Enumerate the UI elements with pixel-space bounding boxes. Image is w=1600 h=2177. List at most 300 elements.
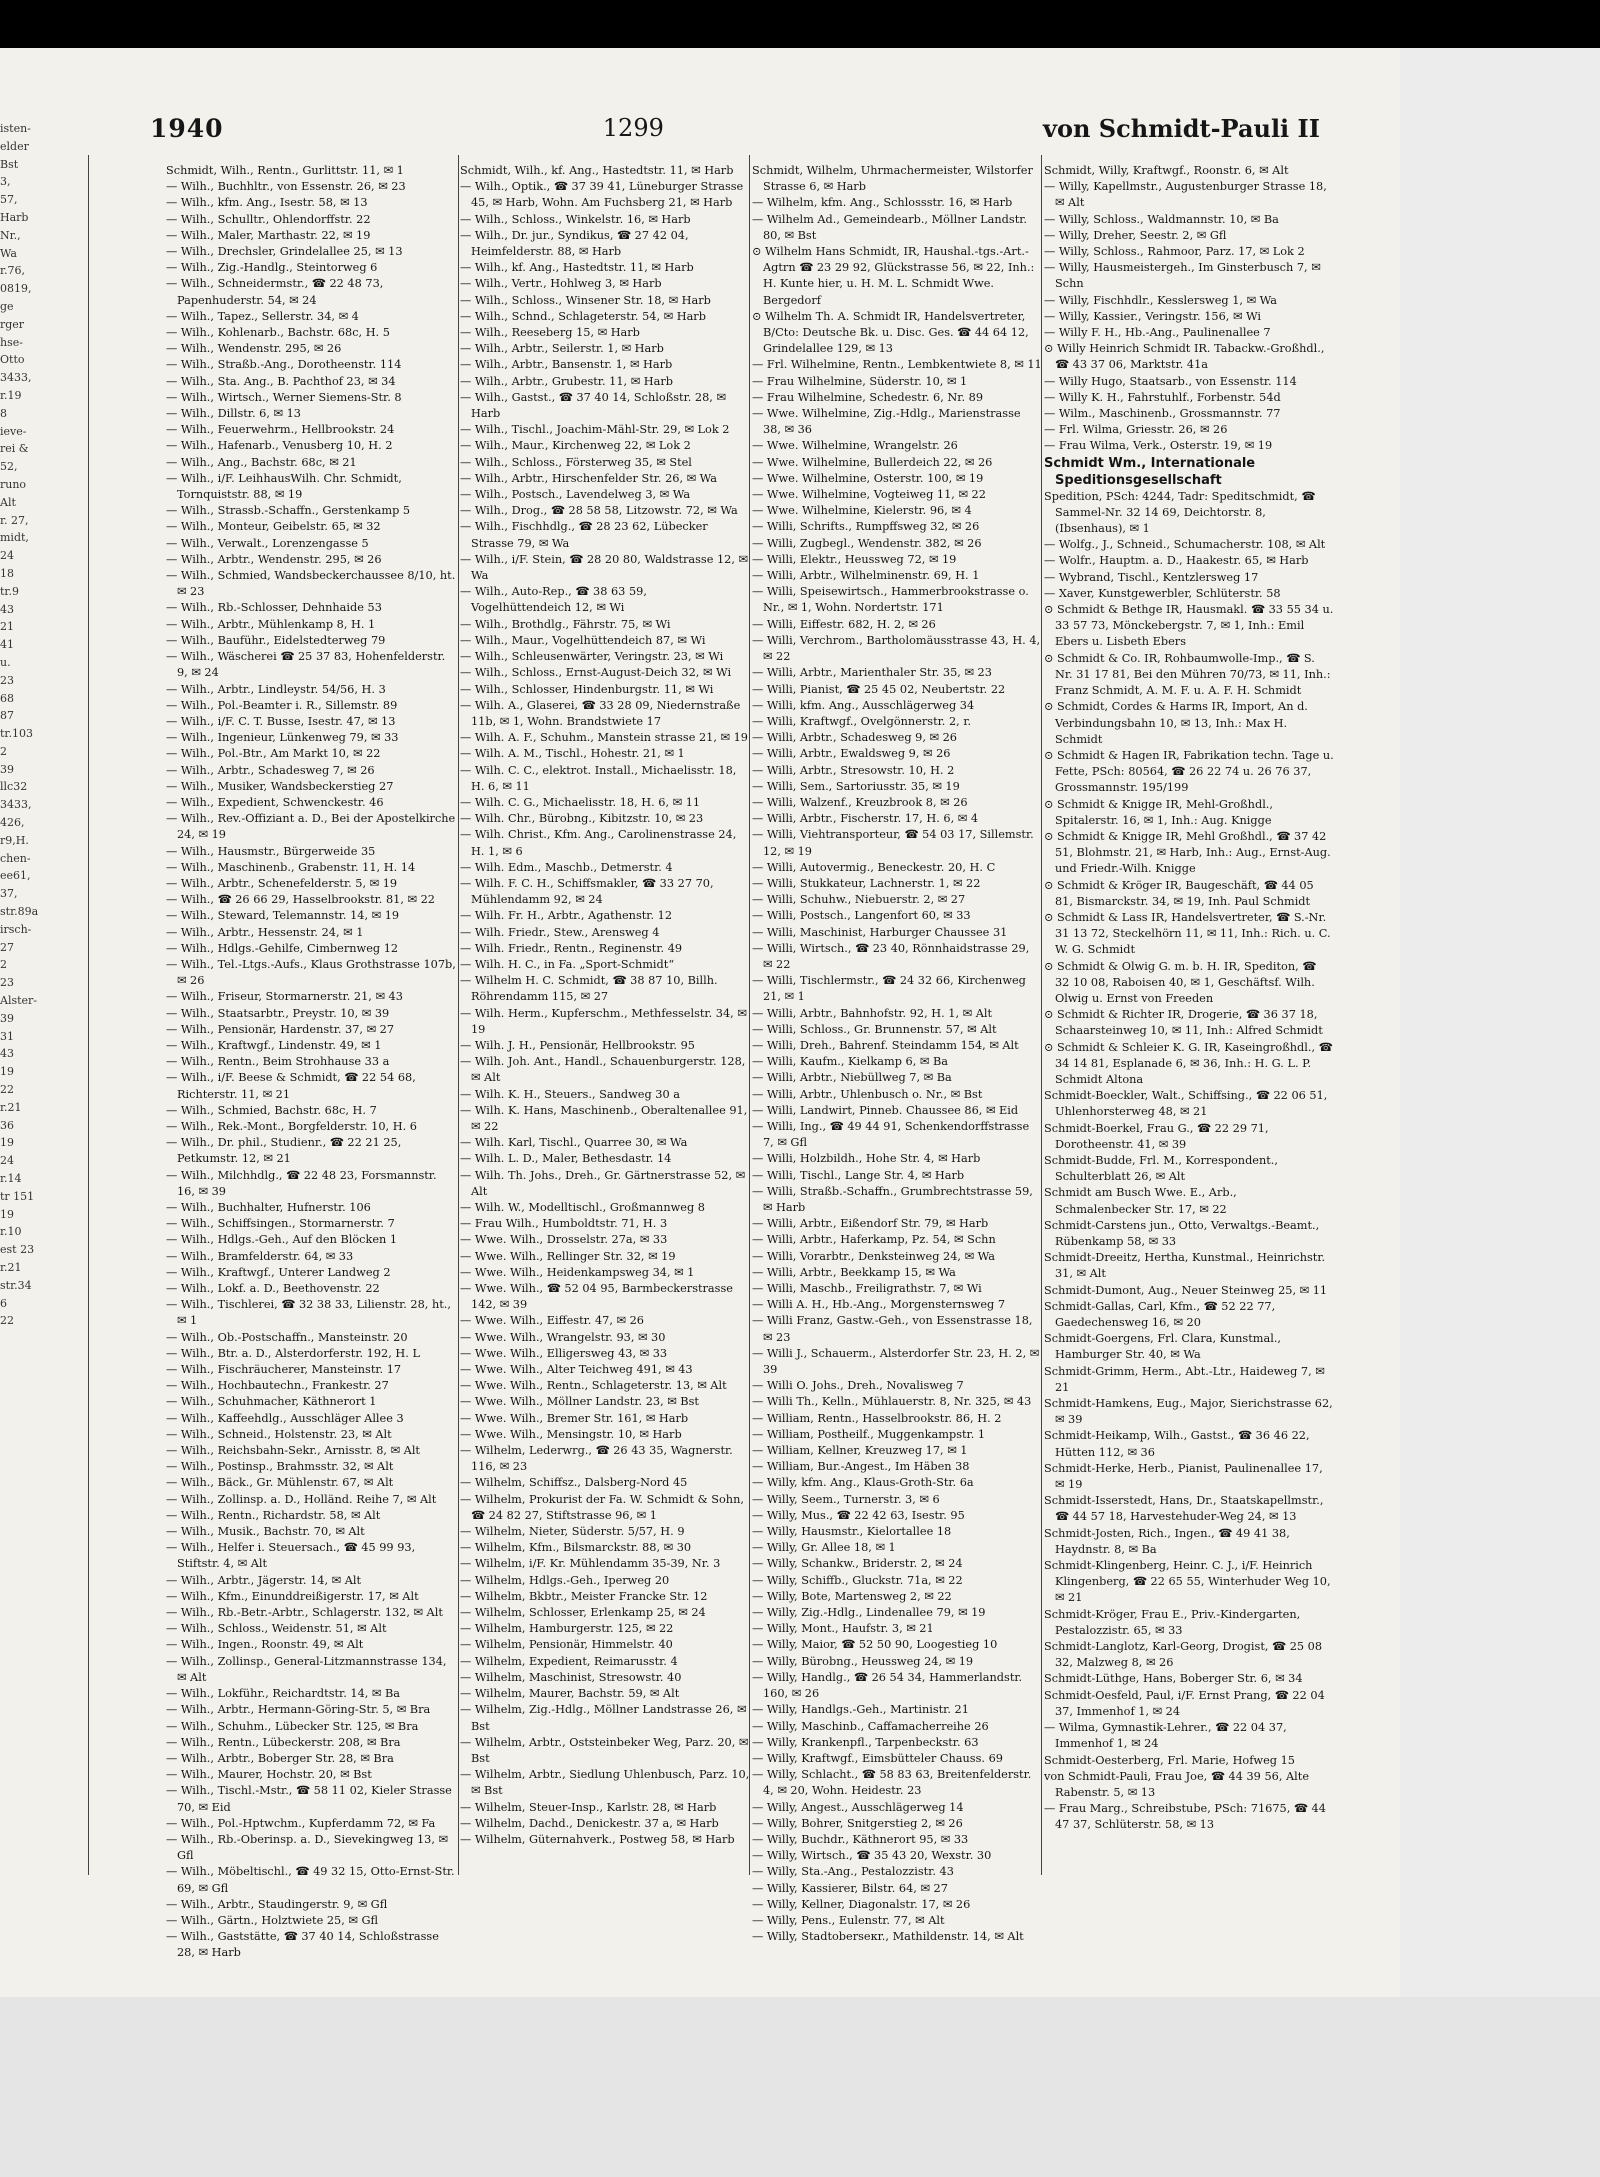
directory-entry: — Willi, Arbtr., Bahnhofstr. 92, H. 1, ✉ Alt — [752, 1006, 993, 1020]
directory-entry: — Wilh., Gastst., ☎ 37 40 14, Schloßstr. 28, ✉ Harb — [460, 390, 726, 421]
directory-entry: — Wilh., Reichsbahn-Sekr., Arnisstr. 8, ✉ Alt — [166, 1444, 420, 1458]
directory-entry: — Wilh., Schulltr., Ohlendorffstr. 22 — [166, 212, 371, 226]
directory-entry: ⊙ Wilhelm Hans Schmidt, IR, Haushal.-tgs.-Art.-Agtrn ☎ 23 29 92, Glückstrasse 56, ✉ 22, Inh.: H. Kunte hier, u. H. M. L. Schmidt Wwe. Bergedorf — [752, 245, 1035, 307]
previous-page-fragment: est 23 — [0, 1243, 35, 1257]
directory-entry: — Wilh., kf. Ang., Hastedtstr. 11, ✉ Harb — [460, 261, 694, 275]
page-year: 1940 — [150, 113, 224, 143]
directory-entry: — Wilh., Tel.-Ltgs.-Aufs., Klaus Grothstrasse 107b, ✉ 26 — [166, 957, 456, 988]
column-rule — [88, 155, 89, 1875]
directory-entry: Schmidt, Wilh., Rentn., Gurlittstr. 11, ✉ 1 — [166, 164, 404, 177]
previous-page-fragment: 24 — [0, 1154, 14, 1168]
directory-entry: — Wilhelm, Lederwrg., ☎ 26 43 35, Wagnerstr. 116, ✉ 23 — [460, 1444, 733, 1474]
directory-entry: — Wybrand, Tischl., Kentzlersweg 17 — [1044, 570, 1259, 584]
directory-entry: — Wilh., Musiker, Wandsbeckerstieg 27 — [166, 779, 394, 793]
previous-page-fragment: Nr., — [0, 228, 21, 242]
directory-entry: — Wilh., Bäck., Gr. Mühlenstr. 67, ✉ Alt — [166, 1476, 394, 1490]
directory-entry: — Wilma, Gymnastik-Lehrer., ☎ 22 04 37, Immenhof 1, ✉ 24 — [1044, 1721, 1287, 1751]
directory-entry: — Wilh., Arbtr., Boberger Str. 28, ✉ Bra — [166, 1751, 394, 1765]
previous-page-fragment: r.14 — [0, 1172, 22, 1186]
directory-entry: — Willy, Schiffb., Gluckstr. 71a, ✉ 22 — [752, 1573, 963, 1587]
directory-entry: — Wilh., Ingen., Roonstr. 49, ✉ Alt — [166, 1638, 364, 1652]
directory-entry: — Wilh., Staatsarbtr., Preystr. 10, ✉ 39 — [166, 1006, 390, 1020]
directory-entry: — Wilh., Feuerwehrm., Hellbrookstr. 24 — [166, 423, 395, 437]
directory-entry: — Wilh., Schloss., Weidenstr. 51, ✉ Alt — [166, 1622, 387, 1636]
directory-entry: — Wilh., Möbeltischl., ☎ 49 32 15, Otto-Ernst-Str. 69, ✉ Gfl — [166, 1865, 455, 1895]
directory-entry: — Wilhelm, Schiffsz., Dalsberg-Nord 45 — [460, 1476, 688, 1490]
directory-entry: Schmidt-Boerkel, Frau G., ☎ 22 29 71, Dorotheenstr. 41, ✉ 39 — [1044, 1121, 1269, 1151]
directory-entry: — Wilh., Schneid., Holstenstr. 23, ✉ Alt — [166, 1427, 392, 1441]
directory-entry: — Wilh. Friedr., Rentn., Reginenstr. 49 — [460, 941, 683, 955]
directory-entry: — Wilh., Maur., Vogelhüttendeich 87, ✉ Wi — [460, 633, 706, 647]
previous-page-fragment: Bst — [0, 157, 19, 171]
directory-entry: — Willy, Stadtoberseкr., Mathildenstr. 14, ✉ Alt — [752, 1930, 1024, 1944]
directory-entry: — Wilh., Pol.-Beamter i. R., Sillemstr. 89 — [166, 698, 398, 712]
directory-entry: — Wwe. Wilh., Mensingstr. 10, ✉ Harb — [460, 1427, 682, 1441]
directory-entry: — Willy, Dreher, Seestr. 2, ✉ Gfl — [1044, 228, 1227, 242]
directory-entry: — Wwe. Wilhelmine, Wrangelstr. 26 — [752, 439, 958, 453]
directory-entry: — Willy, Pens., Eulenstr. 77, ✉ Alt — [752, 1913, 945, 1927]
directory-entry: Schmidt-Oesterberg, Frl. Marie, Hofweg 15 — [1044, 1753, 1295, 1767]
directory-entry: ⊙ Schmidt & Schleier K. G. IR, Kaseingroßhdl., ☎ 34 14 81, Esplanade 6, ✉ 36, Inh.: H. G. L. P. Schmidt Altona — [1044, 1040, 1333, 1086]
previous-page-fragment: midt, — [0, 531, 29, 545]
previous-page-fragment: 43 — [0, 602, 14, 616]
directory-entry: — Willi, Maschb., Freiligrathstr. 7, ✉ Wi — [752, 1282, 982, 1296]
directory-entry: — Wilh., Arbtr., Grubestr. 11, ✉ Harb — [460, 374, 673, 388]
directory-entry: Schmidt-Boeckler, Walt., Schiffsing., ☎ 22 06 51, Uhlenhorsterweg 48, ✉ 21 — [1044, 1089, 1328, 1119]
previous-page-fragment: irsch- — [0, 922, 32, 936]
directory-entry: — Wilh., i/F. Beese & Schmidt, ☎ 22 54 68, Richterstr. 11, ✉ 21 — [166, 1071, 416, 1101]
directory-entry: — Wilh., Buchhalter, Hufnerstr. 106 — [166, 1201, 371, 1214]
directory-entry: — William, Bur.-Angest., Im Häben 38 — [752, 1460, 970, 1474]
previous-page-fragment: tr.103 — [0, 727, 33, 741]
directory-entry: — Wilh., Dr. phil., Studienr., ☎ 22 21 25, Petkumstr. 12, ✉ 21 — [166, 1136, 402, 1166]
directory-entry: — Xaver, Kunstgewerbler, Schlüterstr. 58 — [1044, 586, 1281, 600]
previous-page-fragment: 22 — [0, 1314, 14, 1328]
directory-entry: — Willi, Arbtr., Eißendorf Str. 79, ✉ Harb — [752, 1217, 989, 1231]
directory-entry: — Wilh. A., Glaserei, ☎ 33 28 09, Niedernstraße 11b, ✉ 1, Wohn. Brandstwiete 17 — [460, 698, 741, 728]
previous-page-fragment: 18 — [0, 566, 14, 580]
directory-entry: — Wilhelm, Hamburgerstr. 125, ✉ 22 — [460, 1622, 674, 1636]
directory-entry: — Wilh., Arbtr., Staudingerstr. 9, ✉ Gfl — [166, 1897, 388, 1911]
directory-entry: — Willi, Pianist, ☎ 25 45 02, Neubertstr. 22 — [752, 682, 1006, 696]
previous-page-fragment: Otto — [0, 353, 25, 367]
directory-entry: — Wilh. A. M., Tischl., Hohestr. 21, ✉ 1 — [460, 747, 685, 761]
directory-entry: — Wilh., Kaffeehdlg., Ausschläger Allee 3 — [166, 1411, 404, 1425]
directory-entry: — Wilh., Arbtr., Bansenstr. 1, ✉ Harb — [460, 358, 673, 372]
directory-entry: — Willi, Vorarbtr., Denksteinweg 24, ✉ Wa — [752, 1249, 996, 1263]
directory-entry: — Wilh., Buchhltr., von Essenstr. 26, ✉ 23 — [166, 180, 406, 194]
directory-entry: Schmidt-Josten, Rich., Ingen., ☎ 49 41 38, Haydnstr. 8, ✉ Ba — [1044, 1526, 1290, 1556]
previous-page-fragment: elder — [0, 139, 29, 153]
previous-page-fragment: tr.9 — [0, 584, 19, 598]
previous-page-fragment: ee61, — [0, 869, 31, 883]
directory-entry: — Wilhelm, Expedient, Reimarusstr. 4 — [460, 1654, 678, 1668]
previous-page-fragment: 23 — [0, 673, 14, 687]
directory-entry: — William, Kellner, Kreuzweg 17, ✉ 1 — [752, 1444, 968, 1458]
directory-entry: — Willy, Buchdr., Käthnerort 95, ✉ 33 — [752, 1832, 969, 1846]
directory-entry: — Wilh. L. D., Maler, Bethesdastr. 14 — [460, 1152, 672, 1166]
directory-entry: — Wilh. Th. Johs., Dreh., Gr. Gärtnerstrasse 52, ✉ Alt — [460, 1168, 746, 1198]
directory-entry: — Willy, Mont., Haufstr. 3, ✉ 21 — [752, 1622, 934, 1636]
directory-entry: — Wilh., Schuhmacher, Käthnerort 1 — [166, 1395, 377, 1409]
previous-page-fragment: llc32 — [0, 780, 28, 794]
directory-entry: — Wilhelm, Prokurist der Fa. W. Schmidt & Sohn, ☎ 24 82 27, Stiftstrasse 96, ✉ 1 — [460, 1492, 744, 1522]
scan-top-border — [0, 0, 1600, 48]
directory-entry: — Wilh., Schlosser, Hindenburgstr. 11, ✉ Wi — [460, 682, 714, 696]
previous-page-fragment: 21 — [0, 620, 14, 634]
directory-entry: — William, Rentn., Hasselbrookstr. 86, H. 2 — [752, 1411, 1002, 1425]
directory-entry: — Wwe. Wilh., Drosselstr. 27a, ✉ 33 — [460, 1233, 668, 1247]
directory-entry: — Willi, Kaufm., Kielkamp 6, ✉ Ba — [752, 1055, 948, 1069]
directory-entry: — Wilhelm, i/F. Kr. Mühlendamm 35-39, Nr. 3 — [460, 1557, 721, 1571]
directory-entry: — Wilh. Fr. H., Arbtr., Agathenstr. 12 — [460, 909, 673, 923]
directory-entry: Schmidt, Willy, Kraftwgf., Roonstr. 6, ✉ Alt — [1044, 164, 1289, 177]
directory-entry: — Willi, Kraftwgf., Ovelgönnerstr. 2, r. — [752, 714, 972, 728]
directory-entry: — Wilh., Hochbautechn., Frankestr. 27 — [166, 1379, 389, 1393]
directory-entry: — Wilh., Schloss., Winkelstr. 16, ✉ Harb — [460, 212, 691, 226]
directory-entry: — Wilh. W., Modelltischl., Großmannweg 8 — [460, 1201, 705, 1214]
previous-page-fragment: rger — [0, 317, 25, 331]
directory-entry: — Wilh., Zig.-Handlg., Steintorweg 6 — [166, 261, 378, 275]
directory-entry: — Willi O. Johs., Dreh., Novalisweg 7 — [752, 1379, 964, 1393]
previous-page-fragment: 57, — [0, 193, 18, 207]
directory-entry: — Wilh., Schneidermstr., ☎ 22 48 73, Papenhuderstr. 54, ✉ 24 — [166, 277, 384, 307]
directory-entry: — Willi, Arbtr., Uhlenbusch o. Nr., ✉ Bst — [752, 1087, 983, 1101]
directory-entry: — Willy, Schankw., Briderstr. 2, ✉ 24 — [752, 1557, 963, 1571]
previous-page-fragment: Alster- — [0, 994, 38, 1008]
directory-entry: — Frau Wilh., Humboldtstr. 71, H. 3 — [460, 1217, 668, 1231]
previous-page-fragment: 68 — [0, 691, 14, 705]
directory-entry: — Willi, Wirtsch., ☎ 23 40, Rönnhaidstrasse 29, ✉ 22 — [752, 941, 1030, 971]
directory-entry: — Wilhelm Ad., Gemeindearb., Möllner Landstr. 80, ✉ Bst — [752, 212, 1027, 242]
directory-entry: — Wilh., Arbtr., Seilerstr. 1, ✉ Harb — [460, 342, 664, 356]
directory-entry: — Wilh., Arbtr., Hermann-Göring-Str. 5, ✉ Bra — [166, 1703, 431, 1717]
directory-entry: — Willy, Bote, Martensweg 2, ✉ 22 — [752, 1589, 952, 1603]
directory-entry: — Willi, Arbtr., Ewaldsweg 9, ✉ 26 — [752, 747, 951, 761]
directory-entry: — Wilh. H. C., in Fa. „Sport-Schmidt“ — [460, 957, 675, 971]
directory-entry: — Willi, Autovermig., Beneckestr. 20, H. C — [752, 860, 996, 874]
directory-entry: — Wilh., Friseur, Stormarnerstr. 21, ✉ 43 — [166, 990, 403, 1004]
directory-entry: — Wilh., Kfm., Einunddreißigerstr. 17, ✉ Alt — [166, 1589, 419, 1603]
directory-column-2 — [460, 163, 750, 1873]
directory-entry: — Wilh., Rentn., Lübeckerstr. 208, ✉ Bra — [166, 1735, 401, 1749]
directory-entry: — Frau Wilhelmine, Süderstr. 10, ✉ 1 — [752, 374, 968, 388]
directory-entry: — Wilh., Zollinsp. a. D., Holländ. Reihe 7, ✉ Alt — [166, 1492, 437, 1506]
directory-entry: ⊙ Schmidt & Bethge IR, Hausmakl. ☎ 33 55 34 u. 33 57 73, Mönckebergstr. 7, ✉ 1, Inh.: Emil Ebers u. Lisbeth Ebers — [1044, 603, 1334, 649]
directory-entry: — Wilh., Schloss., Winsener Str. 18, ✉ Harb — [460, 293, 711, 307]
directory-entry: — Wilh., Ob.-Postschaffn., Mansteinstr. 20 — [166, 1330, 408, 1344]
directory-entry: — William, Postheilf., Muggenkampstr. 1 — [752, 1427, 986, 1441]
directory-entry: — Willi, Verchrom., Bartholomäusstrasse 43, H. 4, ✉ 22 — [752, 633, 1041, 664]
directory-entry: — Wilh., Arbtr., Hirschenfelder Str. 26, ✉ Wa — [460, 471, 718, 485]
directory-entry: — Wilh., Lokführ., Reichardtstr. 14, ✉ Ba — [166, 1687, 401, 1701]
directory-entry: Schmidt-Dreeitz, Hertha, Kunstmal., Heinrichstr. 31, ✉ Alt — [1044, 1251, 1326, 1281]
directory-column-3 — [752, 163, 1042, 1944]
directory-entry: Schmidt-Hamkens, Eug., Major, Sierichstrasse 62, ✉ 39 — [1044, 1397, 1333, 1427]
directory-entry: — Wilh., Reeseberg 15, ✉ Harb — [460, 326, 640, 340]
directory-entry: — Wolfr., Hauptm. a. D., Haakestr. 65, ✉ Harb — [1044, 554, 1309, 568]
directory-entry: — Willi, Tischl., Lange Str. 4, ✉ Harb — [752, 1168, 965, 1182]
directory-entry: — Willy, Wirtsch., ☎ 35 43 20, Wexstr. 30 — [752, 1849, 992, 1863]
directory-entry: — Willi, Arbtr., Schadesweg 9, ✉ 26 — [752, 731, 957, 745]
directory-entry: — Willy, Kraftwgf., Eimsbütteler Chauss. 69 — [752, 1751, 1003, 1765]
directory-entry: — Willy, Bürobng., Heussweg 24, ✉ 19 — [752, 1654, 974, 1668]
directory-column-1 — [166, 163, 456, 1960]
previous-page-fragment: 3, — [0, 175, 11, 189]
previous-page-fragment: chen- — [0, 851, 31, 865]
previous-page-edge — [0, 120, 78, 1900]
directory-entry: — Wwe. Wilhelmine, Bullerdeich 22, ✉ 26 — [752, 455, 993, 469]
directory-entry: — Willy, Maior, ☎ 52 50 90, Loogestieg 10 — [752, 1638, 998, 1652]
directory-entry: — Willy F. H., Hb.-Ang., Paulinenallee 7 — [1044, 326, 1271, 340]
directory-entry: — Willi, Arbtr., Niebüllweg 7, ✉ Ba — [752, 1071, 952, 1085]
directory-entry: ⊙ Schmidt & Kröger IR, Baugeschäft, ☎ 44 05 81, Bismarckstr. 34, ✉ 19, Inh. Paul Schmidt — [1044, 878, 1314, 908]
previous-page-fragment: 23 — [0, 976, 14, 990]
previous-page-fragment: 2 — [0, 744, 7, 758]
previous-page-fragment: r.21 — [0, 1100, 22, 1114]
directory-entry: — Wilh., Schleusenwärter, Veringstr. 23, ✉ Wi — [460, 650, 724, 664]
directory-entry: — Willy, Kapellmstr., Augustenburger Strasse 18, ✉ Alt — [1044, 180, 1327, 210]
directory-entry: — Wilhelm, Hdlgs.-Geh., Iperweg 20 — [460, 1573, 670, 1587]
previous-page-fragment: u. — [0, 655, 11, 669]
directory-entry: — Wilh., Rek.-Mont., Borgfelderstr. 10, H. 6 — [166, 1119, 417, 1133]
directory-entry: — Willy, Schlacht., ☎ 58 83 63, Breitenfelderstr. 4, ✉ 20, Wohn. Heidestr. 23 — [752, 1768, 1032, 1798]
directory-entry: — Willi, Eiffestr. 682, H. 2, ✉ 26 — [752, 617, 936, 631]
directory-entry: — Wilh., Arbtr., Hessenstr. 24, ✉ 1 — [166, 925, 364, 939]
directory-column-4 — [1044, 163, 1334, 1873]
directory-entry: — Wilh., Milchhdlg., ☎ 22 48 23, Forsmannstr. 16, ✉ 39 — [166, 1168, 437, 1198]
directory-entry: — Wilh., Pol.-Hptwchm., Kupferdamm 72, ✉ Fa — [166, 1816, 436, 1830]
previous-page-fragment: 24 — [0, 549, 14, 563]
directory-entry: Schmidt-Heikamp, Wilh., Gastst., ☎ 36 46 22, Hütten 112, ✉ 36 — [1044, 1429, 1310, 1459]
directory-entry: — Wilhelm, Arbtr., Oststeinbeker Weg, Parz. 20, ✉ Bst — [460, 1735, 749, 1765]
directory-entry: — Wilh., Lokf. a. D., Beethovenstr. 22 — [166, 1282, 380, 1296]
directory-entry: Spedition, PSch: 4244, Tadr: Speditschmidt, ☎ Sammel-Nr. 32 14 69, Deichtorstr. 8, (Ibsenhaus), ✉ 1 — [1044, 489, 1316, 536]
previous-page-fragment: 39 — [0, 762, 14, 776]
directory-entry: Schmidt-Goergens, Frl. Clara, Kunstmal., Hamburger Str. 40, ✉ Wa — [1044, 1332, 1282, 1362]
directory-entry: Schmidt-Dumont, Aug., Neuer Steinweg 25, ✉ 11 — [1044, 1283, 1328, 1297]
directory-entry: — Wilh., Postinsp., Brahmsstr. 32, ✉ Alt — [166, 1460, 394, 1474]
directory-entry: ⊙ Schmidt & Knigge IR, Mehl Großhdl., ☎ 37 42 51, Blohmstr. 21, ✉ Harb, Inh.: Aug., Ernst-Aug. und Friedr.-Wilh. Knigge — [1044, 829, 1331, 876]
directory-entry: — Frl. Wilma, Griesstr. 26, ✉ 26 — [1044, 423, 1228, 437]
directory-entry: — Willy, Kassierer, Bilstr. 64, ✉ 27 — [752, 1881, 948, 1895]
directory-entry: — Willy, Gr. Allee 18, ✉ 1 — [752, 1541, 896, 1555]
directory-entry: — Wilh., Bramfelderstr. 64, ✉ 33 — [166, 1249, 354, 1263]
directory-entry: — Wilh., Gaststätte, ☎ 37 40 14, Schloßstrasse 28, ✉ Harb — [166, 1930, 439, 1960]
directory-entry: — Wilh. Chr., Bürobng., Kibitzstr. 10, ✉ 23 — [460, 812, 704, 826]
directory-entry: — Wwe. Wilh., Alter Teichweg 491, ✉ 43 — [460, 1363, 693, 1377]
directory-entry: — Wilh., Rb.-Betr.-Arbtr., Schlagerstr. 132, ✉ Alt — [166, 1606, 443, 1620]
directory-entry: — Wilhelm, Maschinist, Stresowstr. 40 — [460, 1670, 682, 1684]
directory-entry: ⊙ Schmidt & Richter IR, Drogerie, ☎ 36 37 18, Schaarsteinweg 10, ✉ 11, Inh.: Alfred Schmidt — [1044, 1008, 1323, 1038]
directory-entry: — Wilhelm, Nieter, Süderstr. 5/57, H. 9 — [460, 1525, 685, 1539]
directory-entry: — Wilh., Rentn., Beim Strohhause 33 a — [166, 1055, 390, 1069]
directory-entry: — Wwe. Wilh., Heidenkampsweg 34, ✉ 1 — [460, 1265, 695, 1279]
directory-entry: — Wwe. Wilh., Eiffestr. 47, ✉ 26 — [460, 1314, 644, 1328]
directory-entry: — Wilh., kfm. Ang., Isestr. 58, ✉ 13 — [166, 196, 368, 210]
directory-entry: — Wilh., Hdlgs.-Geh., Auf den Blöcken 1 — [166, 1233, 398, 1247]
directory-entry: ⊙ Schmidt & Lass IR, Handelsvertreter, ☎ S.-Nr. 31 13 72, Steckelhörn 11, ✉ 11, Inh.: Rich. u. C. W. G. Schmidt — [1044, 910, 1331, 957]
directory-entry: — Wilh., Sta. Ang., B. Pachthof 23, ✉ 34 — [166, 374, 396, 388]
directory-entry: Schmidt, Wilh., kf. Ang., Hastedtstr. 11, ✉ Harb — [460, 164, 734, 177]
directory-entry: — Willi, Schrifts., Rumpffsweg 32, ✉ 26 — [752, 520, 980, 534]
directory-entry: — Wilh., Arbtr., Mühlenkamp 8, H. 1 — [166, 617, 376, 631]
directory-entry: — Wilh., Arbtr., Schadesweg 7, ✉ 26 — [166, 763, 375, 777]
running-head: von Schmidt-Pauli II — [1043, 113, 1320, 143]
directory-entry: — Willi, Arbtr., Marienthaler Str. 35, ✉ 23 — [752, 666, 992, 680]
previous-page-fragment: ieve- — [0, 424, 27, 438]
directory-entry: Schmidt-Gallas, Carl, Kfm., ☎ 52 22 77, Gaedechensweg 16, ✉ 20 — [1044, 1299, 1276, 1330]
directory-entry: — Willy, Handlgs.-Geh., Martinistr. 21 — [752, 1703, 969, 1717]
directory-entry: von Schmidt-Pauli, Frau Joe, ☎ 44 39 56, Alte Rabenstr. 5, ✉ 13 — [1044, 1769, 1310, 1799]
directory-entry: — Wilh., Maschinenb., Grabenstr. 11, H. 14 — [166, 860, 416, 874]
directory-entry: — Wilh., Maler, Marthastr. 22, ✉ 19 — [166, 228, 371, 242]
directory-entry: — Willi, Maschinist, Harburger Chaussee 31 — [752, 925, 1008, 939]
directory-entry: — Wilh., Hafenarb., Venusberg 10, H. 2 — [166, 439, 393, 453]
directory-entry: — Willi, Arbtr., Stresowstr. 10, H. 2 — [752, 763, 955, 777]
directory-entry: Schmidt Wm., Internationale Speditionsgesellschaft — [1044, 455, 1256, 488]
directory-entry: — Willy, Hausmeistergeh., Im Ginsterbusch 7, ✉ Schn — [1044, 261, 1321, 291]
directory-entry: ⊙ Wilhelm Th. A. Schmidt IR, Handelsvertreter, B/Cto: Deutsche Bk. u. Disc. Ges. ☎ 44 64 12, Grindelallee 129, ✉ 13 — [752, 309, 1029, 356]
directory-entry: — Wolfg., J., Schneid., Schumacherstr. 108, ✉ Alt — [1044, 538, 1326, 552]
previous-page-fragment: 37, — [0, 887, 18, 901]
directory-entry: — Wilhelm, Maurer, Bachstr. 59, ✉ Alt — [460, 1687, 680, 1701]
directory-entry: — Willi, Arbtr., Beekkamp 15, ✉ Wa — [752, 1265, 956, 1279]
previous-page-fragment: 22 — [0, 1083, 14, 1097]
directory-entry: — Wilhelm, Arbtr., Siedlung Uhlenbusch, Parz. 10, ✉ Bst — [460, 1768, 750, 1798]
previous-page-fragment: 36 — [0, 1118, 14, 1132]
directory-entry: — Willi, Speisewirtsch., Hammerbrookstrasse o. Nr., ✉ 1, Wohn. Nordertstr. 171 — [752, 585, 1029, 615]
directory-entry: — Wilh., Fischhdlg., ☎ 28 23 62, Lübecker Strasse 79, ✉ Wa — [460, 520, 708, 550]
directory-entry: Schmidt-Lüthge, Hans, Boberger Str. 6, ✉ 34 — [1044, 1672, 1303, 1686]
directory-entry: — Wilh., Rb.-Oberinsp. a. D., Sievekingweg 13, ✉ Gfl — [166, 1832, 449, 1863]
previous-page-fragment: r.21 — [0, 1261, 22, 1274]
directory-entry: — Wilhelm, Dachd., Denickestr. 37 a, ✉ Harb — [460, 1816, 719, 1830]
previous-page-fragment: hse- — [0, 335, 23, 349]
directory-entry: — Wilh., Rb.-Schlosser, Dehnhaide 53 — [166, 601, 382, 615]
directory-entry: — Wilh., Maurer, Hochstr. 20, ✉ Bst — [166, 1768, 372, 1782]
directory-entry: — Willi, Viehtransporteur, ☎ 54 03 17, Sillemstr. 12, ✉ 19 — [752, 828, 1034, 858]
directory-entry: — Wilh., Schloss., Försterweg 35, ✉ Stel — [460, 455, 692, 469]
directory-entry: — Wilh., Pol.-Btr., Am Markt 10, ✉ 22 — [166, 747, 381, 761]
previous-page-fragment: Harb — [0, 210, 29, 224]
directory-entry: Schmidt-Langlotz, Karl-Georg, Drogist, ☎ 25 08 32, Malzweg 8, ✉ 26 — [1044, 1640, 1323, 1670]
directory-entry: — Wilhelm, Kfm., Bilsmarckstr. 88, ✉ 30 — [460, 1541, 692, 1555]
directory-entry: — Willi, Dreh., Bahrenf. Steindamm 154, ✉ Alt — [752, 1038, 1019, 1052]
previous-page-fragment: 2 — [0, 958, 7, 972]
column-rule — [458, 155, 459, 1875]
directory-entry: — Willy, Schloss., Rahmoor, Parz. 17, ✉ Lok 2 — [1044, 245, 1305, 259]
previous-page-fragment: 31 — [0, 1029, 14, 1043]
directory-entry: — Willy, Kellner, Diagonalstr. 17, ✉ 26 — [752, 1897, 971, 1911]
previous-page-fragment: r.10 — [0, 1225, 22, 1239]
directory-entry: — Wwe. Wilh., ☎ 52 04 95, Barmbeckerstrasse 142, ✉ 39 — [460, 1282, 733, 1312]
directory-entry: — Wilhelm, Steuer-Insp., Karlstr. 28, ✉ Harb — [460, 1800, 717, 1814]
directory-entry: — Wilh., Pensionär, Hardenstr. 37, ✉ 27 — [166, 1022, 395, 1036]
previous-page-fragment: runo — [0, 477, 27, 491]
directory-entry: — Wilh., Wäscherei ☎ 25 37 83, Hohenfelderstr. 9, ✉ 24 — [166, 650, 446, 680]
directory-entry: ⊙ Schmidt & Hagen IR, Fabrikation techn. Tage u. Fette, PSch: 80564, ☎ 26 22 74 u. 26 76 37, Grossmannstr. 195/199 — [1044, 748, 1334, 795]
directory-entry: — Wwe. Wilh., Rellinger Str. 32, ✉ 19 — [460, 1249, 676, 1263]
directory-entry: — Wilh. K. H., Steuers., Sandweg 30 a — [460, 1087, 680, 1101]
directory-entry: — Willi, Arbtr., Wilhelminenstr. 69, H. 1 — [752, 569, 980, 583]
directory-entry: — Wilh., Zollinsp., General-Litzmannstrasse 134, ✉ Alt — [166, 1654, 447, 1684]
previous-page-fragment: 19 — [0, 1136, 14, 1150]
directory-entry: ⊙ Schmidt & Co. IR, Rohbaumwolle-Imp., ☎ S. Nr. 31 17 81, Bei den Mühren 70/73, ✉ 11, Inh.: Franz Schmidt, A. M. F. u. A. F. H. Schmidt — [1044, 651, 1331, 698]
directory-entry: Schmidt-Herke, Herb., Pianist, Paulinenallee 17, ✉ 19 — [1044, 1461, 1323, 1492]
directory-entry: — Wilh., Strassb.-Schaffn., Gerstenkamp 5 — [166, 504, 411, 518]
directory-entry: — Wilh., Ang., Bachstr. 68c, ✉ 21 — [166, 455, 357, 469]
previous-page-fragment: r.76, — [0, 264, 26, 278]
directory-entry: — Wwe. Wilhelmine, Osterstr. 100, ✉ 19 — [752, 471, 984, 485]
directory-entry: — Wilh., Dillstr. 6, ✉ 13 — [166, 407, 301, 421]
directory-entry: — Willi, Holzbildh., Hohe Str. 4, ✉ Harb — [752, 1152, 981, 1166]
directory-entry: — Willy, Fischhdlr., Kesslersweg 1, ✉ Wa — [1044, 293, 1277, 307]
page-number: 1299 — [602, 114, 664, 142]
directory-entry: — Wilh., Arbtr., Wendenstr. 295, ✉ 26 — [166, 552, 382, 566]
directory-entry: — Wilhelm, Schlosser, Erlenkamp 25, ✉ 24 — [460, 1606, 706, 1620]
directory-entry: — Wilh., Arbtr., Lindleystr. 54/56, H. 3 — [166, 682, 386, 696]
previous-page-fragment: Alt — [0, 495, 16, 509]
directory-entry: — Wilh., Verwalt., Lorenzengasse 5 — [166, 536, 369, 550]
directory-entry: — Willy, Bohrer, Snitgerstieg 2, ✉ 26 — [752, 1816, 963, 1830]
directory-entry: — Wilh., Monteur, Geibelstr. 65, ✉ 32 — [166, 520, 381, 534]
directory-entry: Schmidt-Budde, Frl. M., Korrespondent., Schulterblatt 26, ✉ Alt — [1044, 1153, 1278, 1184]
directory-entry: — Willi, Arbtr., Fischerstr. 17, H. 6, ✉ 4 — [752, 812, 979, 826]
directory-entry: — Willi, Sem., Sartoriusstr. 35, ✉ 19 — [752, 779, 960, 793]
directory-entry: — Wilh., Brothdlg., Fährstr. 75, ✉ Wi — [460, 617, 671, 631]
directory-entry: — Wilh. Joh. Ant., Handl., Schauenburgerstr. 128, ✉ Alt — [460, 1055, 746, 1085]
directory-entry: — Willy, Schloss., Waldmannstr. 10, ✉ Ba — [1044, 212, 1279, 226]
directory-entry: — Wilh. Friedr., Stew., Arensweg 4 — [460, 925, 660, 939]
directory-entry: — Wilh., Arbtr., Jägerstr. 14, ✉ Alt — [166, 1573, 362, 1587]
directory-entry: ⊙ Willy Heinrich Schmidt IR. Tabackw.-Großhdl., ☎ 43 37 06, Marktstr. 41a — [1044, 342, 1325, 372]
directory-entry: — Wilh., Kohlenarb., Bachstr. 68c, H. 5 — [166, 326, 390, 340]
directory-entry: Schmidt, Wilhelm, Uhrmachermeister, Wilstorfer Strasse 6, ✉ Harb — [752, 164, 1033, 194]
directory-entry: — Wwe. Wilhelmine, Zig.-Hdlg., Marienstrasse 38, ✉ 36 — [752, 407, 1021, 437]
previous-page-fragment: 41 — [0, 638, 14, 652]
directory-entry: — Wilh., Hausmstr., Bürgerweide 35 — [166, 844, 376, 858]
previous-page-fragment: 6 — [0, 1296, 7, 1310]
directory-entry: — Wilm., Maschinenb., Grossmannstr. 77 — [1044, 407, 1281, 421]
directory-entry: — Willi, Straßb.-Schaffn., Grumbrechtstrasse 59, ✉ Harb — [752, 1184, 1033, 1214]
previous-page-fragment: 43 — [0, 1047, 14, 1061]
directory-entry: — Wilh. F. C. H., Schiffsmakler, ☎ 33 27 70, Mühlendamm 92, ✉ 24 — [460, 876, 714, 907]
directory-entry: — Wilh., Wendenstr. 295, ✉ 26 — [166, 342, 342, 356]
directory-entry: — Wilhelm, kfm. Ang., Schlossstr. 16, ✉ Harb — [752, 196, 1013, 210]
directory-entry: — Wilh. Edm., Maschb., Detmerstr. 4 — [460, 860, 673, 874]
directory-entry: — Wilh., Expedient, Schwenckestr. 46 — [166, 795, 384, 809]
directory-entry: — Wilh., Musik., Bachstr. 70, ✉ Alt — [166, 1525, 365, 1539]
directory-entry: — Willy, kfm. Ang., Klaus-Groth-Str. 6a — [752, 1476, 974, 1490]
directory-entry: — Wilh. A. F., Schuhm., Manstein strasse 21, ✉ 19 — [460, 731, 748, 745]
directory-entry: — Willy Hugo, Staatsarb., von Essenstr. 114 — [1044, 374, 1297, 388]
directory-entry: — Wilh., ☎ 26 66 29, Hasselbrookstr. 81, ✉ 22 — [166, 893, 435, 907]
directory-entry: — Willi, Schloss., Gr. Brunnenstr. 57, ✉ Alt — [752, 1022, 997, 1036]
directory-entry: — Willi, kfm. Ang., Ausschlägerweg 34 — [752, 698, 975, 712]
directory-entry: — Wilh. C. G., Michaelisstr. 18, H. 6, ✉ 11 — [460, 795, 701, 809]
previous-page-fragment: str.89a — [0, 905, 39, 919]
directory-entry: — Willi, Elektr., Heussweg 72, ✉ 19 — [752, 552, 957, 566]
previous-page-fragment: 52, — [0, 460, 18, 474]
directory-entry: — Wilh., Schloss., Ernst-August-Deich 32, ✉ Wi — [460, 666, 732, 680]
directory-entry: — Willi, Schuhw., Niebuerstr. 2, ✉ 27 — [752, 893, 966, 907]
directory-entry: — Wilhelm, Pensionär, Himmelstr. 40 — [460, 1638, 673, 1652]
previous-page-fragment: Wa — [0, 246, 17, 260]
directory-entry: — Wilh., Kraftwgf., Unterer Landweg 2 — [166, 1265, 391, 1279]
directory-entry: Schmidt-Kröger, Frau E., Priv.-Kindergarten, Pestalozzistr. 65, ✉ 33 — [1044, 1607, 1301, 1637]
previous-page-fragment: tr 151 — [0, 1189, 35, 1203]
